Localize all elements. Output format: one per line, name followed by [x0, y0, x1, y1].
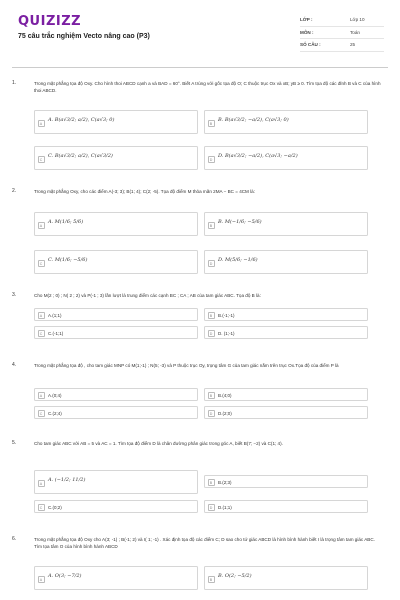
option-letter: B: [208, 120, 215, 127]
meta-row-count: [300, 39, 384, 52]
question-3: [12, 292, 388, 348]
option-a[interactable]: [34, 308, 198, 321]
page-title: 75 câu trắc nghiệm Vecto nâng cao (P3): [18, 33, 150, 40]
option-c[interactable]: [34, 326, 198, 339]
question-6: [12, 536, 388, 596]
option-d[interactable]: [204, 326, 368, 339]
option-letter: C: [38, 410, 45, 417]
question-1: [12, 80, 388, 180]
option-letter: D: [208, 410, 215, 417]
question-number: 2.: [12, 188, 17, 194]
question-number: 4.: [12, 362, 17, 368]
option-a[interactable]: [34, 566, 198, 590]
option-text: A. (−1/2; 11/2): [48, 477, 86, 483]
page-header: [0, 0, 400, 64]
option-text: C. B(a√3/2; a/2), C(a√3/2): [48, 153, 113, 159]
option-letter: C: [38, 156, 45, 163]
option-text: A. M(1/6; 5/6): [48, 219, 84, 225]
option-d[interactable]: [204, 250, 368, 274]
option-letter: B: [208, 222, 215, 229]
option-text: B. O(2; −5/2): [218, 573, 252, 579]
question-text: Cho tam giác ABC với AB = 5 và AC = 1. Tìm tọa độ điểm D là chân đường phân giác trong góc A, biết B(7; −2) và C(1; 4).: [34, 441, 283, 446]
question-4: [12, 362, 388, 428]
question-text: Trong mặt phẳng Oxy, cho các điểm A(-3; 3); B(1; 4); C(2; -5). Tọa độ điểm M thỏa mãn 2MA − BC = 4CM là:: [34, 189, 256, 194]
option-d[interactable]: [204, 146, 368, 170]
option-letter: A: [38, 312, 45, 319]
option-letter: B: [208, 576, 215, 583]
meta-value: Toán: [350, 29, 360, 35]
option-text: C.(-1;1): [48, 330, 64, 336]
option-text: A.(0;4): [48, 392, 62, 398]
option-b[interactable]: [204, 308, 368, 321]
question-text: Trong mặt phẳng tọa độ , cho tam giác MNP có M(1;-1) ; N(5; -3) và P thuộc trục Oy, trọng tâm G của tam giác nằm trên trục Ox.Tọa độ của điểm P là: [34, 363, 339, 368]
option-text: A. B(a√3/2; a/2), C(a√3; 0): [48, 117, 115, 123]
option-text: D. B(a√3/2; −a/2), C(a√3; −a/2): [218, 153, 298, 159]
option-letter: B: [208, 392, 215, 399]
meta-key: MÔN :: [300, 29, 314, 35]
meta-value: 25: [350, 42, 356, 48]
question-number: 1.: [12, 80, 17, 86]
question-text: Cho M(2 ; 0) ; N( 2 ; 2) và P(-1 ; 3) lần lượt là trung điểm các cạnh BC ; CA ; AB của tam giác ABC. Tọa độ B là:: [34, 293, 261, 298]
option-text: C.(2;4): [48, 410, 62, 416]
option-text: C.(0;2): [48, 504, 62, 510]
option-letter: A: [38, 576, 45, 583]
option-text: D. M(5/6; −1/6): [218, 257, 258, 263]
option-letter: A: [38, 392, 45, 399]
option-letter: C: [38, 260, 45, 267]
meta-key: LỚP :: [300, 17, 313, 23]
option-c[interactable]: [34, 500, 198, 513]
question-2: [12, 188, 388, 280]
meta-value: Lớp 10: [350, 17, 365, 23]
option-text: A. O(3; −7/2): [48, 573, 82, 579]
option-letter: D: [208, 156, 215, 163]
option-d[interactable]: [204, 406, 368, 419]
option-b[interactable]: [204, 110, 368, 134]
option-a[interactable]: [34, 388, 198, 401]
option-letter: A: [38, 480, 45, 487]
question-text: Trong mặt phẳng tọa độ Oxy cho A(3; -1) ; B(-1; 2) và I( 1; -1) . Xác định tọa độ các điểm C; D sao cho tứ giác ABCD là hình bình hành biết I là trọng tâm tam giác ABC. Tìm tọa tâm O của hình bình hành ABCD: [34, 537, 375, 549]
option-a[interactable]: [34, 110, 198, 134]
option-letter: D: [208, 260, 215, 267]
option-c[interactable]: [34, 250, 198, 274]
option-letter: D: [208, 504, 215, 511]
question-5: [12, 440, 388, 526]
option-text: B.(2;3): [218, 479, 232, 485]
option-text: B. M(−1/6; −5/6): [218, 219, 262, 225]
option-letter: B: [208, 479, 215, 486]
option-letter: C: [38, 330, 45, 337]
option-text: B.(4;0): [218, 392, 232, 398]
question-number: 3.: [12, 292, 17, 298]
option-letter: A: [38, 222, 45, 229]
option-c[interactable]: [34, 146, 198, 170]
option-b[interactable]: [204, 388, 368, 401]
option-text: D.(2;0): [218, 410, 232, 416]
option-text: A.(1;1): [48, 312, 62, 318]
meta-row-subject: [300, 27, 384, 40]
quiz-meta-table: [300, 14, 384, 52]
question-number: 5.: [12, 440, 17, 446]
option-a[interactable]: [34, 212, 198, 236]
meta-row-class: [300, 14, 384, 27]
meta-key: SỐ CÂU :: [300, 42, 321, 48]
option-b[interactable]: [204, 566, 368, 590]
option-a[interactable]: [34, 470, 198, 494]
option-b[interactable]: [204, 212, 368, 236]
header-divider: [12, 67, 388, 68]
option-text: C. M(1/6; −5/6): [48, 257, 88, 263]
option-text: D. (1;-1): [218, 330, 235, 336]
quizizz-logo: QUIZIZZ: [18, 14, 82, 29]
option-b[interactable]: [204, 475, 368, 488]
option-text: D.(1;1): [218, 504, 232, 510]
option-text: B.(-1;-1): [218, 312, 235, 318]
question-text: Trong mặt phẳng tọa độ Oxy. Cho hình thoi ABCD cạnh a và BAD = 60°. Biết A trùng với gốc tọa độ O; C thuộc trục Ox và xB; yB ≥ 0. Tìm tọa độ các đỉnh B và C của hình thoi ABCD.: [34, 81, 381, 93]
question-number: 6.: [12, 536, 17, 542]
option-letter: A: [38, 120, 45, 127]
option-d[interactable]: [204, 500, 368, 513]
option-letter: C: [38, 504, 45, 511]
option-letter: B: [208, 312, 215, 319]
option-c[interactable]: [34, 406, 198, 419]
option-letter: D: [208, 330, 215, 337]
option-text: B. B(a√3/2; −a/2), C(a√3; 0): [218, 117, 289, 123]
